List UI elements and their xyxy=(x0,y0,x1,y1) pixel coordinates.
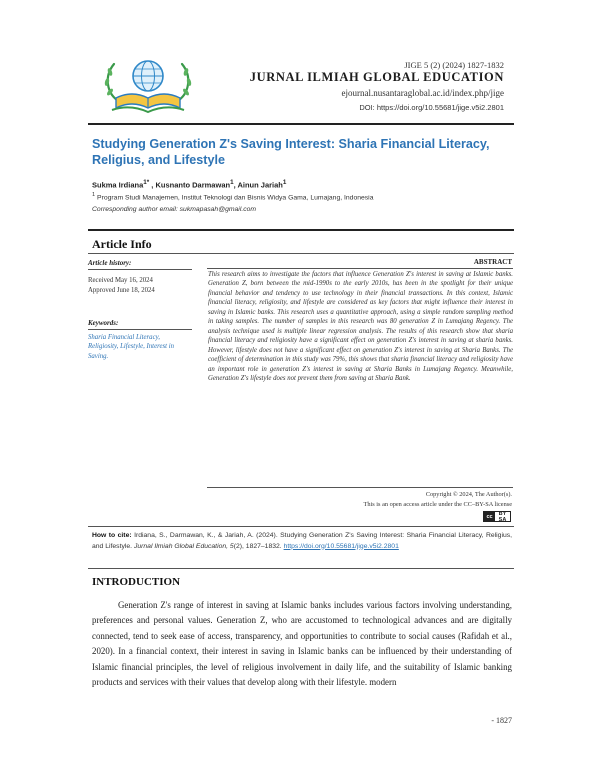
cc-license-badge[interactable] xyxy=(483,511,511,522)
abstract-heading: ABSTRACT xyxy=(473,258,512,266)
cite-doi-link[interactable]: https://doi.org/10.55681/jige.v5i2.2801 xyxy=(283,542,399,550)
open-book-icon xyxy=(112,94,184,112)
corresponding-email: Corresponding author email: sukmapasah@gmail.com xyxy=(92,206,257,213)
introduction-paragraph xyxy=(92,598,512,690)
abstract-rule xyxy=(207,268,513,269)
received-date: Received May 16, 2024 xyxy=(88,277,153,284)
keywords-list: Sharia Financial Literacy, Religiosity, Lifestyle, Interest in Saving. xyxy=(88,334,175,360)
author-1: Sukma Irdiana xyxy=(92,180,144,190)
approved-date: Approved June 18, 2024 xyxy=(88,287,155,294)
cite-rest: (2), 1827–1832. xyxy=(233,542,282,550)
page-number: - 1827 xyxy=(491,716,512,725)
history-rule xyxy=(88,269,192,270)
citation-rule xyxy=(88,526,514,527)
header-divider xyxy=(88,123,514,125)
author-2: Kusnanto Darmawan xyxy=(155,180,231,190)
author-3: Ainun Jariah xyxy=(237,180,283,190)
article-title: Studying Generation Z's Saving Interest: Sharia Financial Literacy, Religius, and Lifestyle xyxy=(92,137,490,167)
journal-issue: JIGE 5 (2) (2024) 1827-1832 xyxy=(404,60,504,70)
author-3-sup: 1 xyxy=(282,179,287,186)
article-history-label: Article history: xyxy=(88,259,132,267)
journal-name: JURNAL ILMIAH GLOBAL EDUCATION xyxy=(249,70,504,84)
citation-bottom-rule xyxy=(88,568,514,569)
cite-journal: Jurnal Ilmiah Global Education, 5 xyxy=(133,542,234,550)
copyright-line: Copyright © 2024, The Author(s). xyxy=(425,491,512,498)
author-2-sup: 1 xyxy=(230,179,234,186)
author-affiliation xyxy=(92,192,373,201)
info-divider xyxy=(88,229,514,231)
affiliation-sup: 1 xyxy=(92,192,96,198)
globe-icon xyxy=(133,61,163,91)
cc-icon: cc xyxy=(484,512,495,521)
article-info-rule xyxy=(88,253,514,254)
license-line: This is an open access article under the CC–BY-SA license xyxy=(363,501,512,508)
journal-url[interactable]: ejournal.nusantaraglobal.ac.id/index.php/jige xyxy=(341,88,504,98)
copyright-rule xyxy=(207,487,513,488)
introduction-heading: INTRODUCTION xyxy=(92,576,181,588)
journal-doi[interactable]: DOI: https://doi.org/10.55681/jige.v5i2.2801 xyxy=(359,103,504,112)
keywords-rule xyxy=(88,329,192,330)
keywords-label: Keywords: xyxy=(88,319,119,327)
introduction-text: Generation Z's range of interest in saving at Islamic banks includes various factors involving understanding, preferences and personal values. Generation Z, who are accustomed to technological advances and are digitally connected, tend to seek ease of access, transparency, and opportunities to contribute to social causes (Rafidah et al., 2020). In a financial context, their interest in saving in Islamic banks can be influenced by their understanding of Islamic financial principles, the level of religious involvement in daily life, and the suitability of Islamic banking products and services with their values that develop along with their lifestyle. modern xyxy=(92,600,512,688)
by-sa-icon: BY SA xyxy=(498,510,507,523)
article-authors: Sukma Irdiana$^{1*}$ , Kusnanto Darmawan$^1$, Ainun Jariah$^1$ xyxy=(92,179,287,190)
article-info-heading: Article Info xyxy=(92,237,152,251)
abstract-text: This research aims to investigate the factors that influence Generation Z's interest in saving at Islamic banks. Generation Z, born between the mid-1990s to the early 2010s, has been in the spotlight for their unique financial behavior and tendency to use technology in their financial transactions. In this context, Islamic financial literacy, religiosity, and lifestyle are considered as key factors that might influence their interest in saving in Islamic banks. This research uses a quantitative approach, using a simple random sampling method in taking samples. The number of samples in this research was 80 generation Z in Lumajang Regency. The analysis technique used is multiple linear regression analysis. The results of this research show that sharia financial literacy and religiosity have a significant effect on generation Z's interest in saving at sharia banks. However, lifestyle does not have a significant effect on generation Z's interest in saving at Sharia Banks. The coefficient of determination in this study was 79%, this shows that sharia financial literacy and religiosity have an important role in generation Z's interest in saving at Sharia Banks in Lumajang Regency. Meanwhile, Generation Z's lifestyle does not prevent them from saving at Sharia Bank. xyxy=(208,271,513,382)
cite-text: Irdiana, S., Darmawan, K., & Jariah, A. (2024). Studying Generation Z's Saving Interest: Sharia Financial Literacy, Religius, and Lifestyle. xyxy=(92,532,513,550)
author-1-sup: 1* xyxy=(143,179,150,186)
journal-logo xyxy=(92,50,204,118)
cite-label: How to cite: xyxy=(92,532,132,539)
affiliation-text: Program Studi Manajemen, Institut Teknologi dan Bisnis Widya Gama, Lumajang, Indonesia xyxy=(97,194,374,202)
how-to-cite xyxy=(92,531,512,552)
